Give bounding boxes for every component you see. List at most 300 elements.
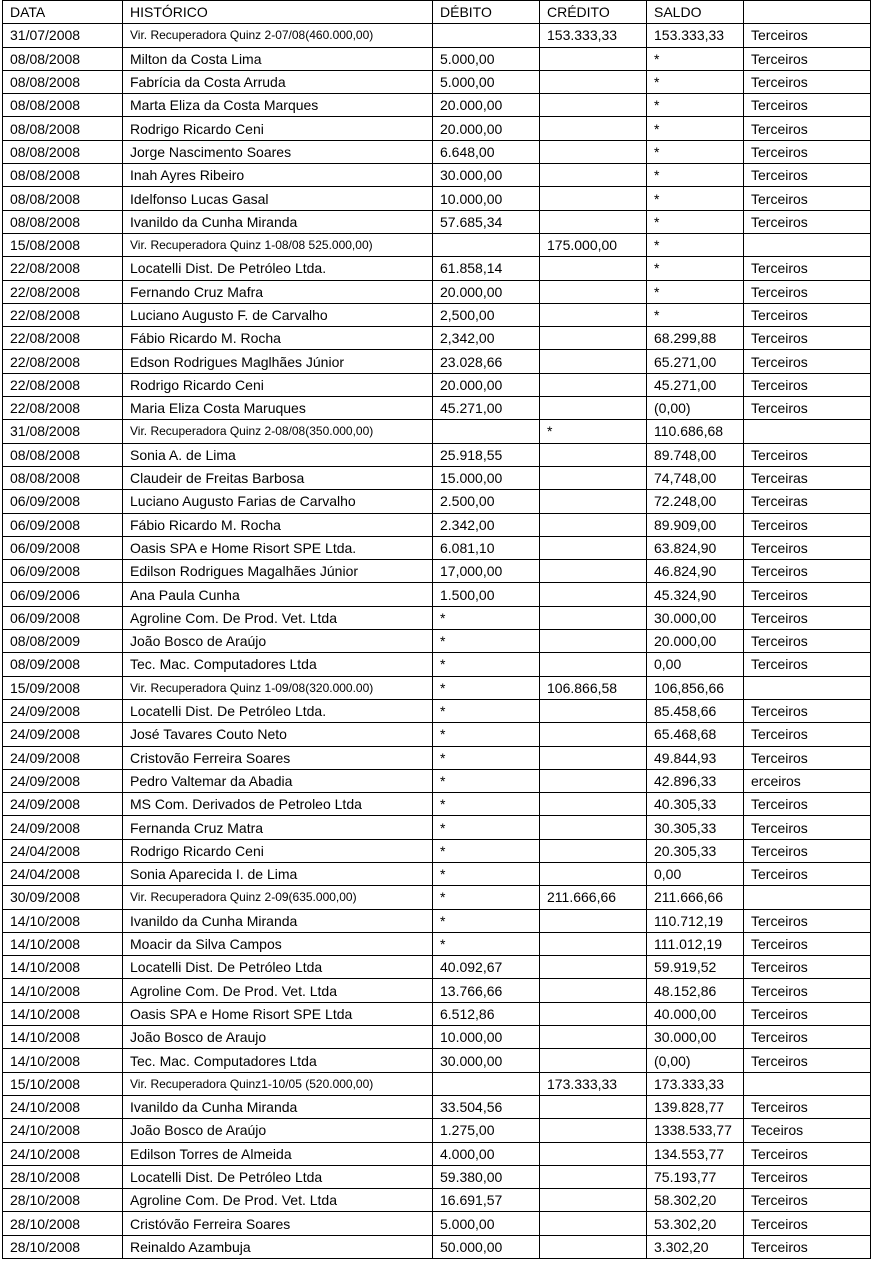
cell-saldo: 134.553,77 [647, 1142, 744, 1165]
cell-date: 06/09/2008 [3, 606, 123, 629]
cell-historico: Fábio Ricardo M. Rocha [123, 327, 433, 350]
cell-credito: * [540, 420, 647, 443]
cell-historico: Edilson Torres de Almeida [123, 1142, 433, 1165]
cell-saldo: * [647, 70, 744, 93]
cell-debito: 59.380,00 [433, 1165, 540, 1188]
cell-saldo: * [647, 303, 744, 326]
cell-credito [540, 1212, 647, 1235]
cell-debito: * [433, 793, 540, 816]
cell-historico: Oasis SPA e Home Risort SPE Ltda [123, 1002, 433, 1025]
cell-saldo: 139.828,77 [647, 1095, 744, 1118]
cell-credito [540, 1142, 647, 1165]
cell-saldo: * [647, 257, 744, 280]
cell-tipo: Terceiros [744, 1212, 871, 1235]
cell-credito [540, 117, 647, 140]
cell-date: 24/10/2008 [3, 1119, 123, 1142]
cell-debito: 20.000,00 [433, 280, 540, 303]
cell-tipo: Terceiros [744, 24, 871, 47]
table-row [3, 303, 871, 326]
cell-date: 08/08/2008 [3, 443, 123, 466]
table-row [3, 979, 871, 1002]
ledger-table [2, 0, 871, 1259]
cell-date: 06/09/2006 [3, 583, 123, 606]
table-row [3, 210, 871, 233]
table-row [3, 956, 871, 979]
cell-credito [540, 47, 647, 70]
cell-date: 14/10/2008 [3, 956, 123, 979]
table-row [3, 1235, 871, 1258]
cell-credito: 175.000,00 [540, 233, 647, 256]
cell-date: 24/09/2008 [3, 769, 123, 792]
cell-debito: * [433, 606, 540, 629]
cell-historico: Sonia Aparecida I. de Lima [123, 862, 433, 885]
cell-historico: Marta Eliza da Costa Marques [123, 94, 433, 117]
cell-date: 08/08/2008 [3, 187, 123, 210]
cell-credito [540, 70, 647, 93]
cell-debito: 2,500,00 [433, 303, 540, 326]
cell-debito: * [433, 862, 540, 885]
cell-saldo: 85.458,66 [647, 699, 744, 722]
cell-saldo: 0,00 [647, 862, 744, 885]
cell-debito: 5.000,00 [433, 1212, 540, 1235]
table-row [3, 583, 871, 606]
cell-historico: Vir. Recuperadora Quinz 2-07/08(460.000,00) [123, 24, 433, 47]
cell-saldo: 173.333,33 [647, 1072, 744, 1095]
cell-date: 06/09/2008 [3, 536, 123, 559]
cell-date: 08/08/2008 [3, 466, 123, 489]
cell-tipo: Terceiros [744, 630, 871, 653]
cell-tipo: Terceiros [744, 932, 871, 955]
cell-credito [540, 187, 647, 210]
table-row [3, 1049, 871, 1072]
cell-tipo: Terceiros [744, 583, 871, 606]
cell-saldo: 53.302,20 [647, 1212, 744, 1235]
cell-date: 22/08/2008 [3, 280, 123, 303]
cell-historico: João Bosco de Araújo [123, 1119, 433, 1142]
cell-credito [540, 560, 647, 583]
cell-date: 14/10/2008 [3, 979, 123, 1002]
cell-debito: 23.028,66 [433, 350, 540, 373]
cell-historico: Idelfonso Lucas Gasal [123, 187, 433, 210]
cell-saldo: 74,748,00 [647, 466, 744, 489]
cell-historico: Locatelli Dist. De Petróleo Ltda [123, 1165, 433, 1188]
table-row [3, 397, 871, 420]
cell-tipo: Terceiros [744, 187, 871, 210]
cell-credito [540, 653, 647, 676]
cell-debito: 25.918,55 [433, 443, 540, 466]
cell-credito: 153.333,33 [540, 24, 647, 47]
cell-saldo: 30.305,33 [647, 816, 744, 839]
cell-saldo: 111.012,19 [647, 932, 744, 955]
cell-date: 14/10/2008 [3, 1026, 123, 1049]
cell-credito [540, 1095, 647, 1118]
cell-debito: 61.858,14 [433, 257, 540, 280]
cell-debito [433, 420, 540, 443]
cell-saldo: 48.152,86 [647, 979, 744, 1002]
cell-saldo: (0,00) [647, 397, 744, 420]
cell-historico: Luciano Augusto F. de Carvalho [123, 303, 433, 326]
cell-tipo: Terceiros [744, 350, 871, 373]
cell-credito [540, 723, 647, 746]
header-tipo [744, 1, 871, 24]
cell-date: 28/10/2008 [3, 1189, 123, 1212]
cell-date: 22/08/2008 [3, 397, 123, 420]
cell-credito [540, 466, 647, 489]
cell-saldo: 40.000,00 [647, 1002, 744, 1025]
cell-credito [540, 536, 647, 559]
cell-historico: Luciano Augusto Farias de Carvalho [123, 490, 433, 513]
cell-tipo: Terceiros [744, 257, 871, 280]
cell-saldo: 211.666,66 [647, 886, 744, 909]
cell-tipo: Terceiros [744, 606, 871, 629]
cell-saldo: * [647, 233, 744, 256]
header-data: DATA [3, 1, 123, 24]
cell-credito [540, 909, 647, 932]
cell-tipo: Terceiros [744, 699, 871, 722]
cell-date: 08/08/2008 [3, 70, 123, 93]
cell-debito: 17,000,00 [433, 560, 540, 583]
cell-debito: 1.275,00 [433, 1119, 540, 1142]
cell-saldo: 45.324,90 [647, 583, 744, 606]
cell-tipo: Terceiros [744, 280, 871, 303]
table-row [3, 886, 871, 909]
cell-historico: Vir. Recuperadora Quinz 2-09(635.000,00) [123, 886, 433, 909]
cell-credito [540, 140, 647, 163]
cell-historico: Edson Rodrigues Maglhães Júnior [123, 350, 433, 373]
cell-tipo [744, 676, 871, 699]
cell-debito: * [433, 909, 540, 932]
table-row [3, 373, 871, 396]
table-row [3, 257, 871, 280]
table-row [3, 117, 871, 140]
table-row [3, 1002, 871, 1025]
cell-debito: * [433, 932, 540, 955]
cell-saldo: * [647, 280, 744, 303]
cell-tipo [744, 420, 871, 443]
table-row [3, 1095, 871, 1118]
cell-tipo: Terceiros [744, 1026, 871, 1049]
table-row [3, 164, 871, 187]
cell-tipo: Terceiros [744, 303, 871, 326]
cell-saldo: (0,00) [647, 1049, 744, 1072]
cell-debito [433, 1072, 540, 1095]
table-row [3, 187, 871, 210]
cell-credito [540, 606, 647, 629]
cell-date: 28/10/2008 [3, 1235, 123, 1258]
cell-saldo: * [647, 117, 744, 140]
cell-historico: João Bosco de Araujo [123, 1026, 433, 1049]
cell-date: 14/10/2008 [3, 1002, 123, 1025]
cell-credito [540, 397, 647, 420]
cell-date: 06/09/2008 [3, 560, 123, 583]
cell-debito: * [433, 699, 540, 722]
cell-date: 24/10/2008 [3, 1095, 123, 1118]
cell-tipo: Terceiros [744, 956, 871, 979]
cell-debito: * [433, 746, 540, 769]
cell-date: 30/09/2008 [3, 886, 123, 909]
cell-tipo: Terceiros [744, 1142, 871, 1165]
cell-saldo: 65.468,68 [647, 723, 744, 746]
cell-date: 31/07/2008 [3, 24, 123, 47]
cell-date: 15/08/2008 [3, 233, 123, 256]
cell-historico: Vir. Recuperadora Quinz 1-09/08(320.000.00) [123, 676, 433, 699]
cell-debito: 5.000,00 [433, 70, 540, 93]
cell-saldo: * [647, 47, 744, 70]
cell-debito: 57.685,34 [433, 210, 540, 233]
table-row [3, 443, 871, 466]
cell-historico: Locatelli Dist. De Petróleo Ltda. [123, 699, 433, 722]
cell-saldo: * [647, 94, 744, 117]
cell-credito [540, 583, 647, 606]
cell-credito [540, 1189, 647, 1212]
cell-debito: 1.500,00 [433, 583, 540, 606]
table-row [3, 1142, 871, 1165]
cell-credito [540, 816, 647, 839]
cell-debito: 6.512,86 [433, 1002, 540, 1025]
cell-debito: 2,342,00 [433, 327, 540, 350]
cell-historico: José Tavares Couto Neto [123, 723, 433, 746]
cell-saldo: * [647, 210, 744, 233]
ledger-body [3, 24, 871, 1259]
cell-credito [540, 490, 647, 513]
cell-credito [540, 979, 647, 1002]
cell-debito: 20.000,00 [433, 117, 540, 140]
header-historico: HISTÓRICO [123, 1, 433, 24]
cell-credito [540, 932, 647, 955]
cell-date: 08/08/2009 [3, 630, 123, 653]
table-row [3, 1072, 871, 1095]
cell-debito [433, 24, 540, 47]
cell-saldo: 65.271,00 [647, 350, 744, 373]
cell-tipo: Terceiras [744, 466, 871, 489]
cell-tipo: Terceiros [744, 117, 871, 140]
table-row [3, 909, 871, 932]
cell-date: 31/08/2008 [3, 420, 123, 443]
cell-tipo: Terceiros [744, 94, 871, 117]
cell-date: 06/09/2008 [3, 490, 123, 513]
cell-historico: Agroline Com. De Prod. Vet. Ltda [123, 1189, 433, 1212]
cell-credito [540, 839, 647, 862]
cell-historico: Oasis SPA e Home Risort SPE Ltda. [123, 536, 433, 559]
cell-historico: Ivanildo da Cunha Miranda [123, 909, 433, 932]
cell-date: 08/08/2008 [3, 47, 123, 70]
table-row [3, 630, 871, 653]
cell-credito [540, 327, 647, 350]
cell-debito: * [433, 886, 540, 909]
cell-date: 22/08/2008 [3, 327, 123, 350]
table-row [3, 280, 871, 303]
table-row [3, 560, 871, 583]
cell-debito: 10.000,00 [433, 1026, 540, 1049]
cell-tipo: Teceiros [744, 1119, 871, 1142]
cell-date: 08/08/2008 [3, 117, 123, 140]
cell-credito [540, 1235, 647, 1258]
cell-saldo: 72.248,00 [647, 490, 744, 513]
cell-debito: 15.000,00 [433, 466, 540, 489]
cell-credito [540, 793, 647, 816]
cell-tipo: Terceiros [744, 560, 871, 583]
cell-credito: 211.666,66 [540, 886, 647, 909]
cell-date: 06/09/2008 [3, 513, 123, 536]
cell-date: 14/10/2008 [3, 932, 123, 955]
cell-date: 08/08/2008 [3, 164, 123, 187]
cell-date: 22/08/2008 [3, 373, 123, 396]
cell-tipo: Terceiros [744, 1002, 871, 1025]
table-row [3, 420, 871, 443]
table-row [3, 839, 871, 862]
cell-saldo: 45.271,00 [647, 373, 744, 396]
cell-tipo: Terceiros [744, 1049, 871, 1072]
cell-historico: Pedro Valtemar da Abadia [123, 769, 433, 792]
table-row [3, 723, 871, 746]
cell-debito: 20.000,00 [433, 94, 540, 117]
cell-saldo: * [647, 140, 744, 163]
cell-saldo: 75.193,77 [647, 1165, 744, 1188]
cell-credito [540, 1026, 647, 1049]
cell-date: 08/08/2008 [3, 94, 123, 117]
cell-date: 14/10/2008 [3, 1049, 123, 1072]
cell-historico: Fabrícia da Costa Arruda [123, 70, 433, 93]
cell-tipo: Terceiros [744, 816, 871, 839]
cell-debito: 6.648,00 [433, 140, 540, 163]
cell-saldo: 20.000,00 [647, 630, 744, 653]
cell-saldo: 0,00 [647, 653, 744, 676]
cell-credito [540, 746, 647, 769]
table-row [3, 350, 871, 373]
table-row [3, 606, 871, 629]
cell-historico: Fernanda Cruz Matra [123, 816, 433, 839]
cell-historico: Cristóvão Ferreira Soares [123, 1212, 433, 1235]
table-row [3, 536, 871, 559]
cell-historico: Jorge Nascimento Soares [123, 140, 433, 163]
cell-debito: 30.000,00 [433, 164, 540, 187]
cell-saldo: 46.824,90 [647, 560, 744, 583]
table-row [3, 862, 871, 885]
cell-saldo: 110.712,19 [647, 909, 744, 932]
cell-debito: 10.000,00 [433, 187, 540, 210]
cell-historico: Moacir da Silva Campos [123, 932, 433, 955]
cell-historico: João Bosco de Araújo [123, 630, 433, 653]
cell-historico: Locatelli Dist. De Petróleo Ltda [123, 956, 433, 979]
cell-date: 22/08/2008 [3, 350, 123, 373]
cell-date: 22/08/2008 [3, 257, 123, 280]
cell-saldo: 49.844,93 [647, 746, 744, 769]
cell-date: 28/10/2008 [3, 1212, 123, 1235]
cell-date: 08/08/2008 [3, 210, 123, 233]
table-row [3, 140, 871, 163]
cell-debito: 45.271,00 [433, 397, 540, 420]
cell-tipo: Terceiros [744, 979, 871, 1002]
cell-debito: 33.504,56 [433, 1095, 540, 1118]
cell-debito: * [433, 676, 540, 699]
cell-historico: Fábio Ricardo M. Rocha [123, 513, 433, 536]
cell-saldo: 58.302,20 [647, 1189, 744, 1212]
cell-date: 24/04/2008 [3, 862, 123, 885]
cell-debito: * [433, 653, 540, 676]
cell-credito [540, 1165, 647, 1188]
cell-date: 15/10/2008 [3, 1072, 123, 1095]
cell-date: 24/09/2008 [3, 699, 123, 722]
cell-tipo: Terceiros [744, 327, 871, 350]
cell-saldo: * [647, 187, 744, 210]
cell-debito: * [433, 769, 540, 792]
cell-credito [540, 164, 647, 187]
cell-tipo: Terceiros [744, 723, 871, 746]
cell-historico: Maria Eliza Costa Maruques [123, 397, 433, 420]
cell-historico: Fernando Cruz Mafra [123, 280, 433, 303]
table-row [3, 676, 871, 699]
cell-credito [540, 443, 647, 466]
table-row [3, 94, 871, 117]
cell-credito [540, 94, 647, 117]
cell-historico: Cristovão Ferreira Soares [123, 746, 433, 769]
cell-credito [540, 862, 647, 885]
cell-debito: 20.000,00 [433, 373, 540, 396]
cell-tipo: Terceiros [744, 839, 871, 862]
cell-saldo: 3.302,20 [647, 1235, 744, 1258]
cell-historico: Rodrigo Ricardo Ceni [123, 373, 433, 396]
cell-historico: Vir. Recuperadora Quinz 2-08/08(350.000,00) [123, 420, 433, 443]
cell-credito [540, 257, 647, 280]
cell-historico: Agroline Com. De Prod. Vet. Ltda [123, 606, 433, 629]
table-row [3, 327, 871, 350]
cell-debito: * [433, 723, 540, 746]
cell-credito [540, 350, 647, 373]
cell-debito: 2.500,00 [433, 490, 540, 513]
cell-historico: Milton da Costa Lima [123, 47, 433, 70]
cell-tipo: Terceiros [744, 164, 871, 187]
cell-saldo: 30.000,00 [647, 1026, 744, 1049]
cell-debito: 5.000,00 [433, 47, 540, 70]
cell-tipo [744, 1072, 871, 1095]
cell-saldo: 89.909,00 [647, 513, 744, 536]
cell-debito: 4.000,00 [433, 1142, 540, 1165]
cell-tipo: Terceiros [744, 443, 871, 466]
cell-historico: Edilson Rodrigues Magalhães Júnior [123, 560, 433, 583]
table-row [3, 769, 871, 792]
cell-saldo: 40.305,33 [647, 793, 744, 816]
cell-historico: Reinaldo Azambuja [123, 1235, 433, 1258]
cell-historico: Claudeir de Freitas Barbosa [123, 466, 433, 489]
cell-date: 08/08/2008 [3, 140, 123, 163]
cell-tipo: Terceiros [744, 373, 871, 396]
cell-saldo: 20.305,33 [647, 839, 744, 862]
cell-date: 14/10/2008 [3, 909, 123, 932]
cell-historico: Agroline Com. De Prod. Vet. Ltda [123, 979, 433, 1002]
table-row [3, 466, 871, 489]
cell-credito [540, 1119, 647, 1142]
cell-credito [540, 280, 647, 303]
cell-debito: * [433, 630, 540, 653]
table-row [3, 70, 871, 93]
cell-debito: 50.000,00 [433, 1235, 540, 1258]
cell-date: 24/09/2008 [3, 816, 123, 839]
cell-tipo [744, 233, 871, 256]
cell-historico: Vir. Recuperadora Quinz1-10/05 (520.000,00) [123, 1072, 433, 1095]
cell-tipo: Terceiros [744, 862, 871, 885]
table-row [3, 746, 871, 769]
cell-historico: Rodrigo Ricardo Ceni [123, 117, 433, 140]
cell-historico: Tec. Mac. Computadores Ltda [123, 653, 433, 676]
cell-historico: Ivanildo da Cunha Miranda [123, 210, 433, 233]
cell-saldo: 68.299,88 [647, 327, 744, 350]
cell-tipo: Terceiros [744, 909, 871, 932]
cell-historico: Ivanildo da Cunha Miranda [123, 1095, 433, 1118]
cell-historico: Sonia A. de Lima [123, 443, 433, 466]
cell-saldo: 59.919,52 [647, 956, 744, 979]
cell-date: 08/09/2008 [3, 653, 123, 676]
cell-debito: * [433, 839, 540, 862]
